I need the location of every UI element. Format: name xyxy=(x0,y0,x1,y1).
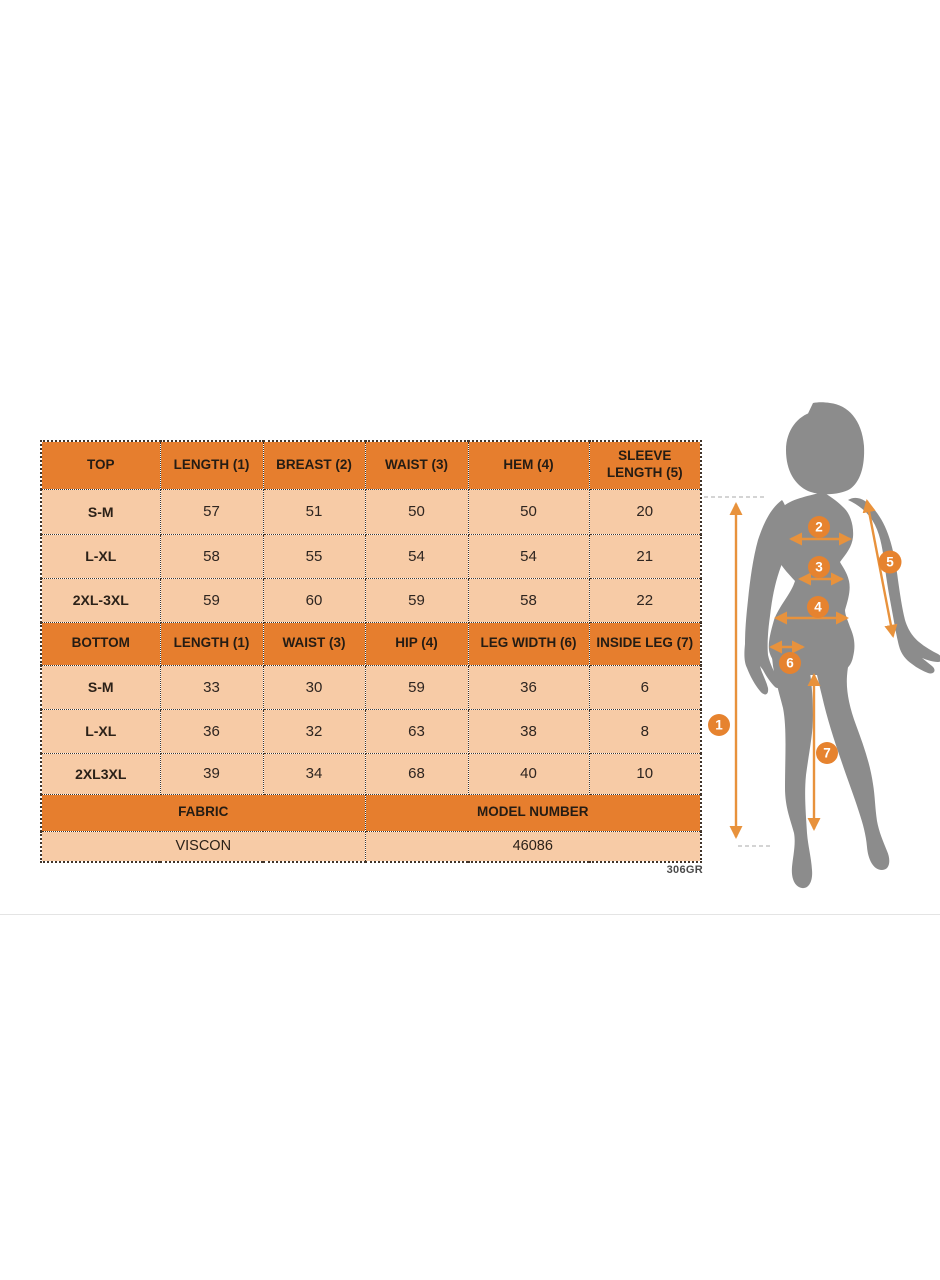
value-cell: 20 xyxy=(589,489,701,534)
header-cell-sleeve-length: SLEEVE LENGTH (5) xyxy=(589,441,701,489)
value-cell: 68 xyxy=(365,753,468,794)
badge-number: 1 xyxy=(715,717,723,733)
header-cell-inside-leg: INSIDE LEG (7) xyxy=(589,622,701,665)
value-cell: 50 xyxy=(365,489,468,534)
page-divider-line xyxy=(0,914,940,915)
value-cell: 36 xyxy=(468,665,589,709)
value-cell: 34 xyxy=(263,753,365,794)
bottom-header-row xyxy=(41,622,701,665)
fabric-value-cell: VISCON xyxy=(41,831,365,862)
header-cell-hem: HEM (4) xyxy=(468,441,589,489)
fabric-header-row xyxy=(41,794,701,831)
header-cell-bottom: BOTTOM xyxy=(41,622,160,665)
value-cell: 10 xyxy=(589,753,701,794)
value-cell: 60 xyxy=(263,578,365,622)
fabric-value-row xyxy=(41,831,701,862)
value-cell: 58 xyxy=(160,534,263,578)
value-cell: 30 xyxy=(263,665,365,709)
value-cell: 54 xyxy=(468,534,589,578)
measure-badge-4 xyxy=(807,596,829,618)
badge-number: 7 xyxy=(823,745,831,761)
size-cell: L-XL xyxy=(41,534,160,578)
model-number-cell: 46086 xyxy=(365,831,701,862)
body-silhouette-diagram xyxy=(700,400,940,910)
value-cell: 59 xyxy=(160,578,263,622)
value-cell: 6 xyxy=(589,665,701,709)
header-cell-hip: HIP (4) xyxy=(365,622,468,665)
value-cell: 22 xyxy=(589,578,701,622)
size-cell: S-M xyxy=(41,665,160,709)
value-cell: 33 xyxy=(160,665,263,709)
value-cell: 50 xyxy=(468,489,589,534)
value-cell: 55 xyxy=(263,534,365,578)
size-cell: 2XL3XL xyxy=(41,753,160,794)
value-cell: 39 xyxy=(160,753,263,794)
value-cell: 21 xyxy=(589,534,701,578)
size-chart-table xyxy=(40,440,702,863)
header-cell-model-number: MODEL NUMBER xyxy=(365,794,701,831)
badge-number: 2 xyxy=(815,519,823,535)
header-cell-leg-width: LEG WIDTH (6) xyxy=(468,622,589,665)
header-cell-waist: WAIST (3) xyxy=(263,622,365,665)
table-row xyxy=(41,534,701,578)
size-cell: L-XL xyxy=(41,709,160,753)
header-cell-top: TOP xyxy=(41,441,160,489)
badge-number: 3 xyxy=(815,559,823,575)
table-row xyxy=(41,665,701,709)
badge-number: 5 xyxy=(886,554,894,570)
value-cell: 51 xyxy=(263,489,365,534)
size-cell: S-M xyxy=(41,489,160,534)
badge-number: 4 xyxy=(814,599,822,615)
header-cell-length: LENGTH (1) xyxy=(160,622,263,665)
value-cell: 54 xyxy=(365,534,468,578)
measure-badge-3 xyxy=(808,556,830,578)
size-cell: 2XL-3XL xyxy=(41,578,160,622)
measure-badge-5 xyxy=(879,551,902,574)
head-shape xyxy=(786,402,864,494)
measure-badge-2 xyxy=(808,516,830,538)
value-cell: 58 xyxy=(468,578,589,622)
right-arm-shape xyxy=(848,498,940,674)
measure-badge-1 xyxy=(708,714,730,736)
header-cell-waist: WAIST (3) xyxy=(365,441,468,489)
female-silhouette xyxy=(744,402,940,888)
table-row xyxy=(41,489,701,534)
value-cell: 57 xyxy=(160,489,263,534)
measure-badge-7 xyxy=(816,742,838,764)
top-header-row xyxy=(41,441,701,489)
measurement-figure xyxy=(700,400,940,910)
value-cell: 32 xyxy=(263,709,365,753)
value-cell: 8 xyxy=(589,709,701,753)
value-cell: 63 xyxy=(365,709,468,753)
header-cell-fabric: FABRIC xyxy=(41,794,365,831)
header-cell-breast: BREAST (2) xyxy=(263,441,365,489)
value-cell: 38 xyxy=(468,709,589,753)
measure-badge-6 xyxy=(779,652,801,674)
value-cell: 36 xyxy=(160,709,263,753)
value-cell: 59 xyxy=(365,578,468,622)
table-row xyxy=(41,578,701,622)
header-cell-length: LENGTH (1) xyxy=(160,441,263,489)
table-row xyxy=(41,753,701,794)
style-code: 306GR xyxy=(666,864,703,876)
table-row xyxy=(41,709,701,753)
value-cell: 59 xyxy=(365,665,468,709)
value-cell: 40 xyxy=(468,753,589,794)
badge-number: 6 xyxy=(786,655,794,671)
